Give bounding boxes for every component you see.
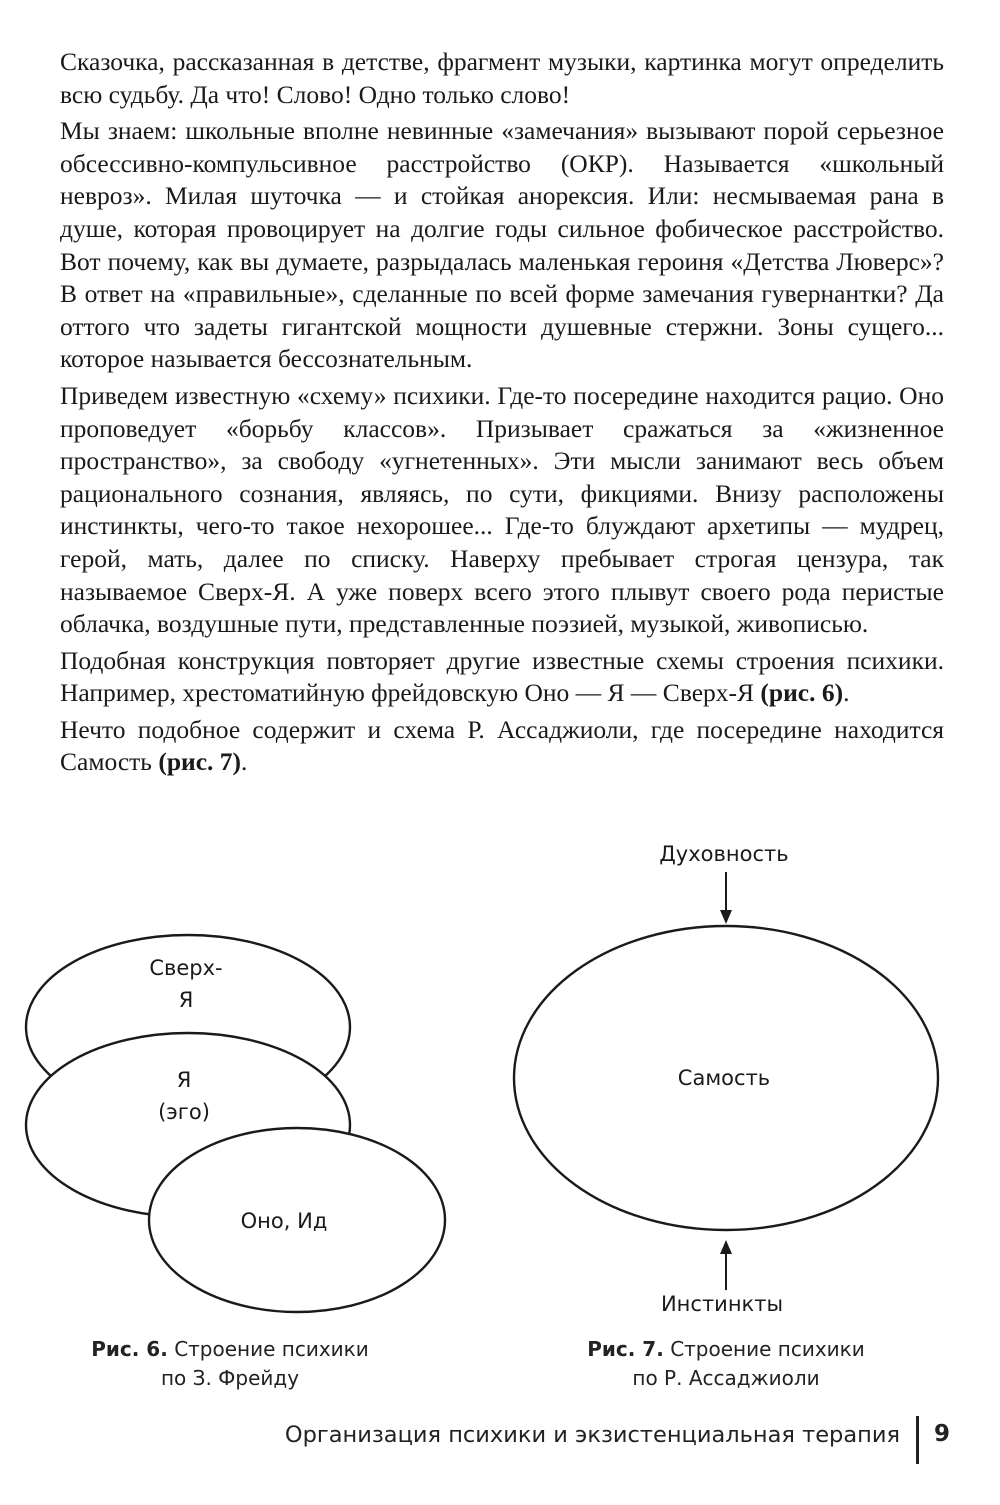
paragraph-5 xyxy=(60,714,944,779)
instincts-label: Инстинкты xyxy=(660,1292,784,1316)
body-text xyxy=(60,46,944,783)
figure-7-caption-number: Рис. 7. xyxy=(587,1337,664,1361)
id-label: Оно, Ид xyxy=(240,1209,328,1233)
paragraph-4 xyxy=(60,645,944,710)
figure-6-diagram xyxy=(26,935,445,1312)
page-number: 9 xyxy=(934,1421,951,1447)
arrow-up-icon xyxy=(720,1240,732,1254)
figure-6-caption-number: Рис. 6. xyxy=(91,1337,168,1361)
paragraph-2-text: Мы знаем: школьные вполне невинные «замечания» вызывают порой серьезное обсессивно-компульсивное расстройство (ОКР). Называется «школьный невроз». Милая шуточка — и стойкая анорексия. Или: несмываемая рана в душе, которая провоцирует на долгие годы сильное фобическое расстройство. Вот почему, как вы думаете, разрыдалась маленькая героиня «Детства Люверс»? В ответ на «правильные», сделанные по всей форме замечания гувернантки? Да оттого что задеты гигантской мощности душевные стержни. Зоны сущего... которое называется бессознательным. xyxy=(60,116,944,374)
paragraph-4-text: Подобная конструкция повторяет другие известные схемы строения психики. Например, хрестоматийную фрейдовскую Оно — Я — Сверх-Я xyxy=(60,645,944,708)
self-label: Самость xyxy=(677,1066,771,1090)
superego-label-line2: Я xyxy=(178,988,194,1012)
figures-svg xyxy=(0,830,1000,1410)
page-footer xyxy=(0,1416,1000,1472)
footer-divider xyxy=(916,1416,919,1464)
paragraph-4-tail: . xyxy=(843,678,850,708)
paragraph-1-text: Сказочка, рассказанная в детстве, фрагмент музыки, картинка могут определить всю судьбу. Да что! Слово! Одно только слово! xyxy=(60,47,944,109)
ego-label-line2: (эго) xyxy=(158,1100,210,1124)
spirituality-label: Духовность xyxy=(659,842,789,866)
superego-label-line1: Сверх- xyxy=(149,956,223,980)
figure-7-reference: (рис. 7) xyxy=(158,747,242,777)
paragraph-5-tail: . xyxy=(241,747,248,777)
paragraph-1 xyxy=(60,46,944,111)
figure-7-caption xyxy=(556,1335,896,1393)
figure-6-reference: (рис. 6) xyxy=(760,678,844,708)
paragraph-3-text: Приведем известную «схему» психики. Где-то посередине находится рацио. Оно проповедует «борьбу классов». Призывает сражаться за «жизненное пространство», за свободу «угнетенных». Эти мысли занимают весь объем рационального сознания, являясь, по сути, фикциями. Внизу расположены инстинкты, чего-то такое нехорошее... Где-то блуждают архетипы — мудрец, герой, мать, далее по списку. Наверху пребывает строгая цензура, так называемое Сверх-Я. А уже поверх всего этого плывут своего рода перистые облачка, воздушные пути, представленные поэзией, музыкой, живописью. xyxy=(60,380,944,639)
figures-area xyxy=(0,830,1000,1410)
figure-6-caption-text: Строение психики xyxy=(174,1337,369,1361)
paragraph-3 xyxy=(60,380,944,641)
figure-7-caption-text: Строение психики xyxy=(670,1337,865,1361)
figure-7-caption-line2: по Р. Ассаджиоли xyxy=(632,1366,820,1390)
paragraph-2 xyxy=(60,115,944,376)
ego-label-line1: Я xyxy=(176,1068,192,1092)
running-title: Организация психики и экзистенциальная терапия xyxy=(284,1422,900,1448)
arrow-down-icon xyxy=(720,910,732,924)
figure-6-caption xyxy=(60,1335,400,1393)
paragraph-5-text: Нечто подобное содержит и схема Р. Ассаджиоли, где посередине находится Самость xyxy=(60,714,944,777)
figure-6-caption-line2: по З. Фрейду xyxy=(160,1366,300,1390)
